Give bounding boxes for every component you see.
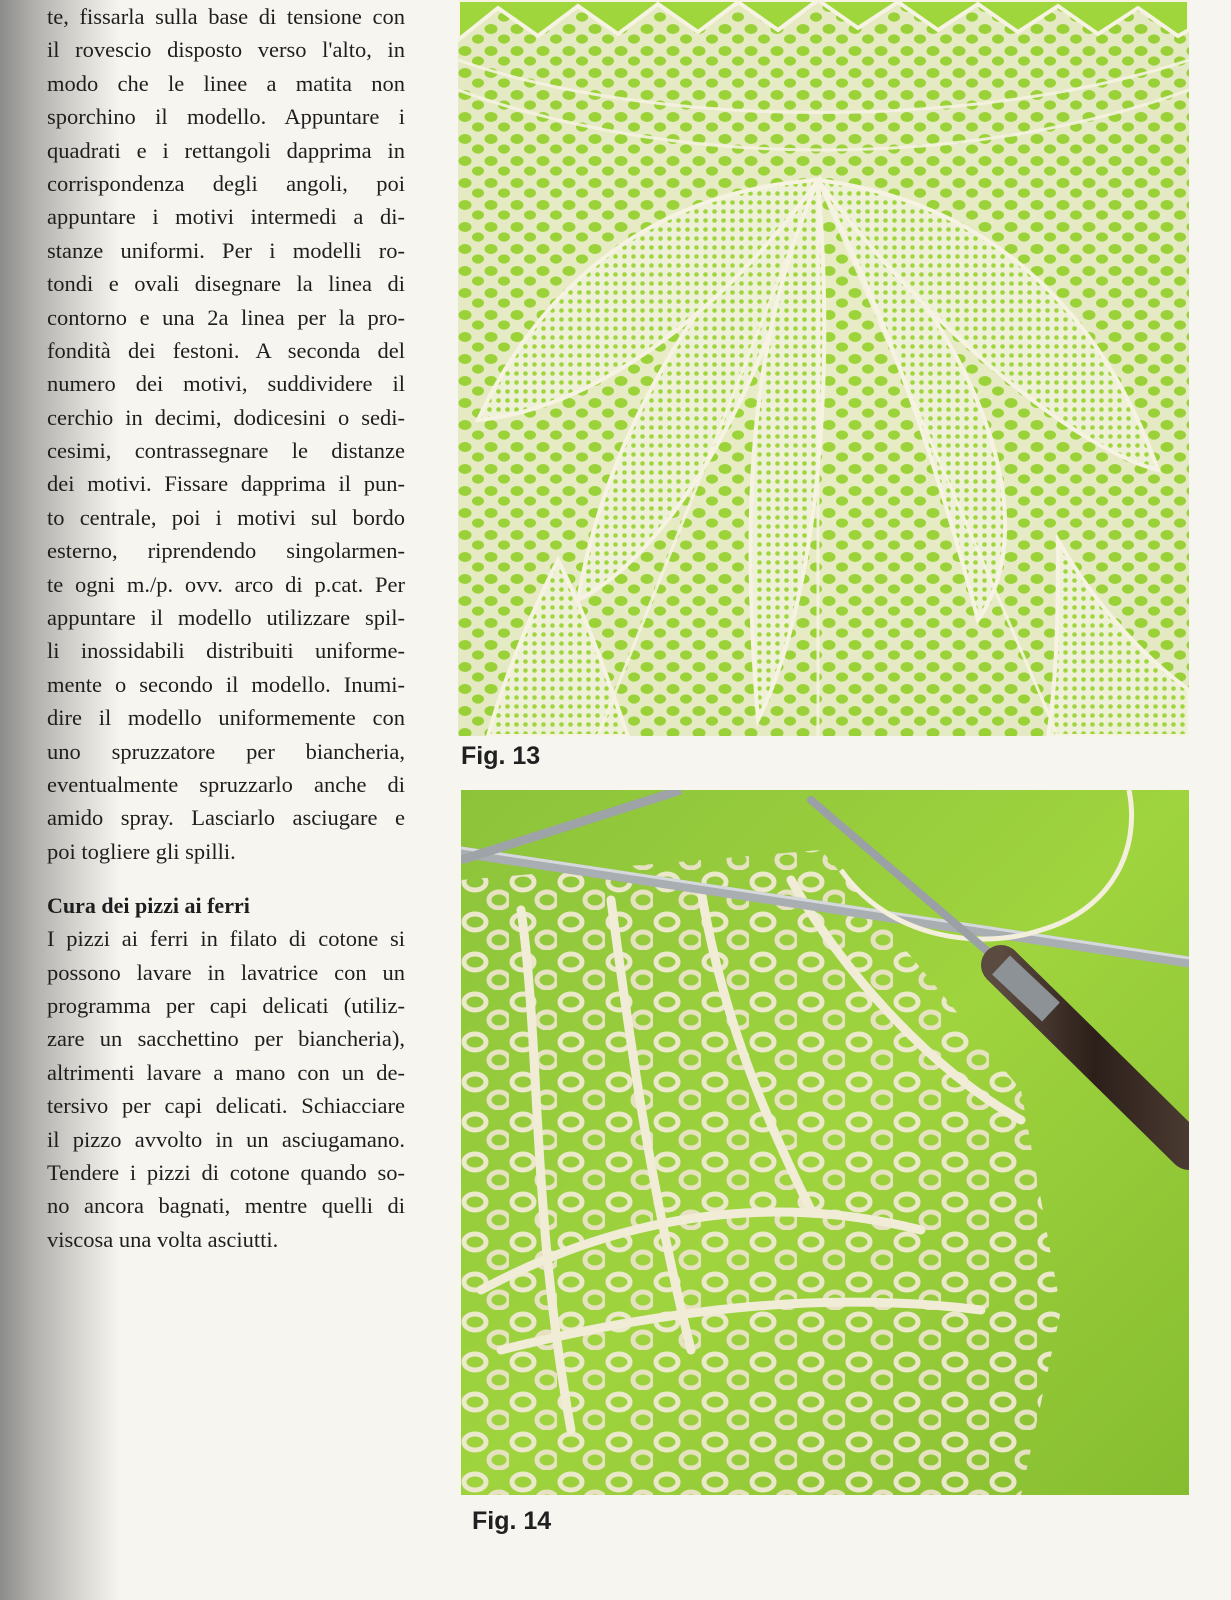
text-line: modo che le linee a matita non — [47, 70, 405, 96]
text-line: mente o secondo il modello. Inumi- — [47, 671, 405, 697]
section-heading: Cura dei pizzi ai ferri — [47, 893, 250, 919]
text-line: il pizzo avvolto in un asciugamano. — [47, 1126, 405, 1152]
paragraph-pinning — [47, 0, 405, 868]
text-line: te, fissarla sulla base di tensione con — [47, 4, 405, 29]
text-line: poi togliere gli spilli. — [47, 838, 236, 864]
text-line: te ogni m./p. ovv. arco di p.cat. Per — [47, 571, 405, 597]
paragraph-care — [47, 922, 405, 1256]
text-line: I pizzi ai ferri in filato di cotone si — [47, 926, 405, 952]
text-line: to centrale, poi i motivi sul bordo — [47, 504, 405, 530]
text-line: cerchio in decimi, dodicesini o sedi- — [47, 404, 405, 430]
text-line: no ancora bagnati, mentre quelli di — [47, 1193, 405, 1219]
figure-14-caption: Fig. 14 — [472, 1507, 552, 1535]
text-line: contorno e una 2a linea per la pro- — [47, 304, 405, 330]
body-text-column — [47, 0, 405, 1256]
text-line: possono lavare in lavatrice con un — [47, 959, 405, 985]
text-line: viscosa una volta asciutti. — [47, 1226, 279, 1252]
text-line: dei motivi. Fissare dapprima il pun- — [47, 471, 405, 497]
text-line: stanze uniformi. Per i modelli ro- — [47, 237, 405, 263]
knitting-photo-image — [461, 790, 1189, 1495]
text-line: appuntare il modello utilizzare spil- — [47, 605, 405, 631]
text-line: eventualmente spruzzarlo anche di — [47, 771, 405, 797]
text-line: dire il modello uniformemente con — [47, 705, 405, 731]
text-line: li inossidabili distribuiti uniforme- — [47, 638, 405, 664]
text-line: uno spruzzatore per biancheria, — [47, 738, 405, 764]
text-line: programma per capi delicati (utiliz- — [47, 992, 405, 1018]
text-line: tersivo per capi delicati. Schiacciare — [47, 1093, 405, 1119]
text-line: tondi e ovali disegnare la linea di — [47, 271, 405, 297]
text-line: cesimi, contrassegnare le distanze — [47, 438, 405, 464]
text-line: corrispondenza degli angoli, poi — [47, 170, 405, 196]
text-line: quadrati e i rettangoli dapprima in — [47, 137, 405, 163]
text-line: Tendere i pizzi di cotone quando so- — [47, 1159, 405, 1185]
text-line: numero dei motivi, suddividere il — [47, 371, 405, 397]
text-line: appuntare i motivi intermedi a di- — [47, 204, 405, 230]
text-line: esterno, riprendendo singolarmen- — [47, 538, 405, 564]
text-line: altrimenti lavare a mano con un de- — [47, 1059, 405, 1085]
text-line: amido spray. Lasciarlo asciugare e — [47, 805, 405, 831]
text-line: il rovescio disposto verso l'alto, in — [47, 37, 405, 63]
text-line: fondità dei festoni. A seconda del — [47, 337, 405, 363]
figure-13-caption: Fig. 13 — [461, 742, 541, 770]
figure-13-lace-doily — [458, 0, 1189, 736]
figure-14-knitting-photo — [461, 790, 1189, 1495]
lace-doily-image — [458, 0, 1189, 736]
text-line: sporchino il modello. Appuntare i — [47, 104, 405, 130]
text-line: zare un sacchettino per biancheria), — [47, 1026, 405, 1052]
